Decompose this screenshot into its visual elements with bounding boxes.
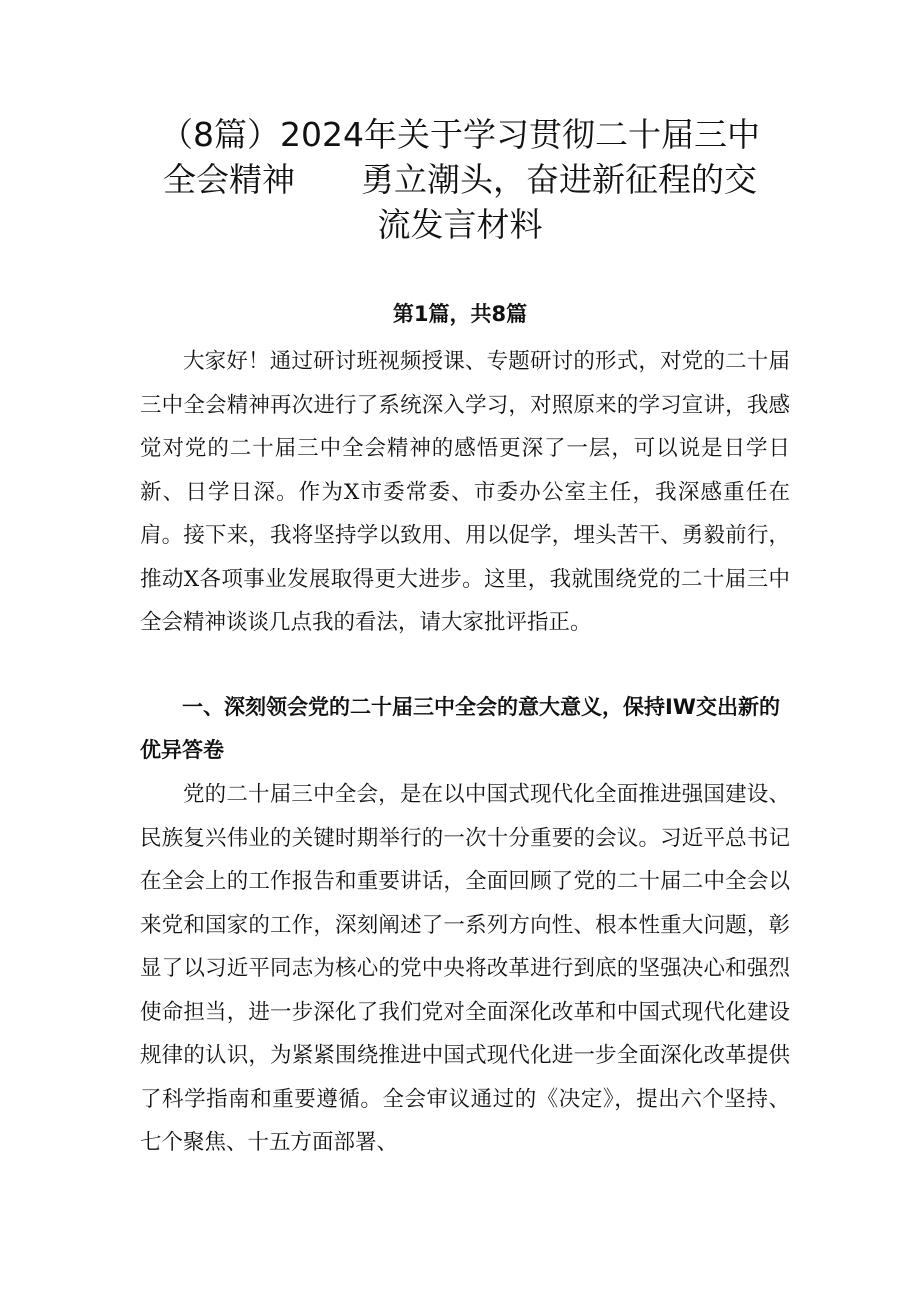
- part-heading: 第1篇，共8篇: [392, 302, 528, 326]
- document-title: [140, 112, 780, 247]
- section-heading-1: 一、深刻领会党的二十届三中全会的意大意义，保持IW交出新的优异答卷: [140, 695, 780, 762]
- title-line-3: 流发言材料: [377, 205, 543, 244]
- title-line-2: 全会精神 勇立潮头，奋进新征程的交: [163, 160, 757, 199]
- title-line-1: （8篇）2024年关于学习贯彻二十届三中: [160, 115, 760, 154]
- body-paragraph-intro: 大家好！通过研讨班视频授课、专题研讨的形式，对党的二十届三中全会精神再次进行了系统深入学习，对照原来的学习宣讲，我感觉对党的二十届三中全会精神的感悟更深了一层，可以说是日学日新、日学日深。作为X市委常委、市委办公室主任，我深感重任在肩。接下来，我将坚持学以致用、用以促学，埋头苦干、勇毅前行，推动X各项事业发展取得更大进步。这里，我就围绕党的二十届三中全会精神谈谈几点我的看法，请大家批评指正。: [140, 349, 790, 635]
- body-paragraph-section-1: 党的二十届三中全会，是在以中国式现代化全面推进强国建设、民族复兴伟业的关键时期举行的一次十分重要的会议。习近平总书记在全会上的工作报告和重要讲话，全面回顾了党的二十届二中全会以来党和国家的工作，深刻阐述了一系列方向性、根本性重大问题，彰显了以习近平同志为核心的党中央将改革进行到底的坚强决心和强烈使命担当，进一步深化了我们党对全面深化改革和中国式现代化建设规律的认识，为紧紧围绕推进中国式现代化进一步全面深化改革提供了科学指南和重要遵循。全会审议通过的《决定》，提出六个坚持、七个聚焦、十五方面部署、: [140, 782, 790, 1155]
